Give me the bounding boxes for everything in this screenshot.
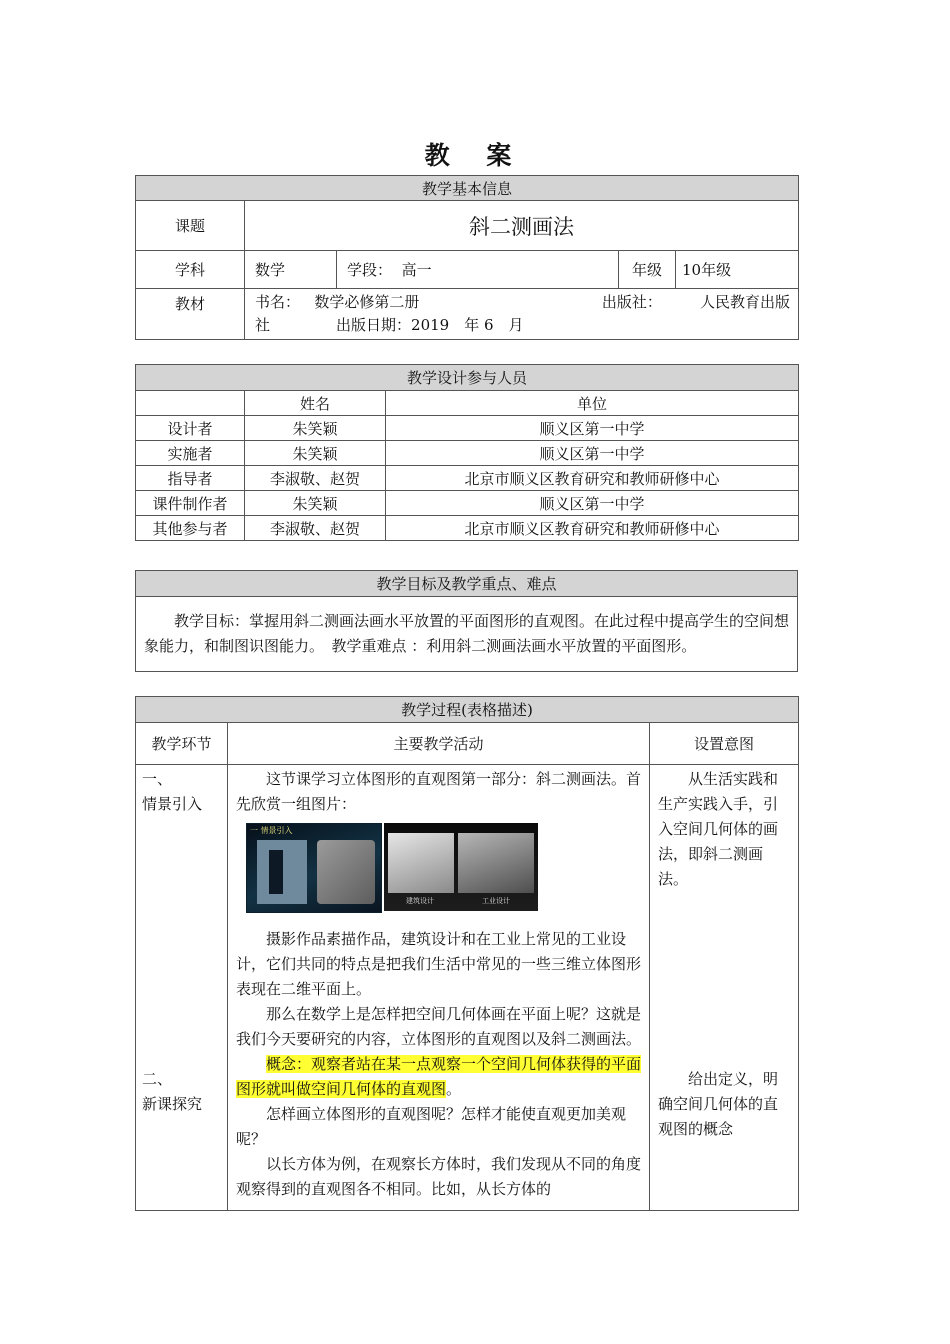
activity-p3: 那么在数学上是怎样把空间几何体画在平面上呢？这就是我们今天要研究的内容，立体图形的直观图以及斜二测画法。 <box>236 1005 642 1048</box>
activity-p2: 摄影作品素描作品，建筑设计和在工业上常见的工业设计，它们共同的特点是把我们生活中常见的一些三维立体图形表现在二维平面上。 <box>236 930 642 998</box>
sketch-photo <box>317 840 375 904</box>
textbook-line2 <box>255 314 790 337</box>
staff-unit: 顺义区第一中学 <box>386 416 799 441</box>
stage-label: 学段： <box>347 261 393 279</box>
document-title: 教 案 <box>424 141 526 170</box>
staff-unit: 北京市顺义区教育研究和教师研修中心 <box>386 466 799 491</box>
intent-2: 给出定义，明确空间几何体的直观图的概念 <box>658 1070 779 1138</box>
stage-cell <box>337 251 619 289</box>
intro-image-caption-2: 工业设计 <box>482 897 510 905</box>
staff-col-unit: 单位 <box>386 391 799 416</box>
staff-name: 朱笑颖 <box>245 416 386 441</box>
car-sketch <box>458 833 534 893</box>
staff-table <box>135 364 799 541</box>
intent-cell <box>650 765 799 1211</box>
intro-image <box>246 823 538 911</box>
textbook-line1 <box>255 291 790 314</box>
staff-role: 实施者 <box>136 441 245 466</box>
process-header: 教学过程(表格描述) <box>136 697 799 723</box>
goals-cell <box>136 597 798 672</box>
process-col-intent: 设置意图 <box>650 723 799 765</box>
process-table <box>135 696 799 1211</box>
table-row <box>136 416 799 441</box>
staff-name: 李淑敬、赵贺 <box>245 466 386 491</box>
activity-p1: 这节课学习立体图形的直观图第一部分：斜二测画法。首先欣赏一组图片： <box>236 770 642 813</box>
intro-image-caption-1: 建筑设计 <box>406 897 434 905</box>
goals-text: 教学目标：掌握用斜二测画法画水平放置的平面图形的直观图。在此过程中提高学生的空间想象能力，和制图识图能力。 教学重难点 ：利用斜二测画法画水平放置的平面图形。 <box>144 612 790 655</box>
staff-col-role <box>136 391 245 416</box>
concept-end: 。 <box>446 1080 462 1098</box>
basic-info-table <box>135 175 799 340</box>
staff-header: 教学设计参与人员 <box>136 365 799 391</box>
table-row <box>136 466 799 491</box>
textbook-info <box>245 289 799 340</box>
date-label: 出版日期： <box>336 316 412 334</box>
topic-value: 斜二测画法 <box>245 201 799 251</box>
intro-image-tag: 一 情景引入 <box>250 826 293 835</box>
publisher-value-cont: 社 <box>255 316 271 334</box>
building-photo <box>257 840 307 904</box>
grade-label: 年级 <box>619 251 676 289</box>
activity-cell <box>228 765 650 1211</box>
staff-role: 其他参与者 <box>136 516 245 541</box>
staff-unit: 顺义区第一中学 <box>386 491 799 516</box>
basic-info-header: 教学基本信息 <box>136 176 799 201</box>
staff-unit: 北京市顺义区教育研究和教师研修中心 <box>386 516 799 541</box>
goals-table <box>135 570 798 672</box>
staff-name: 李淑敬、赵贺 <box>245 516 386 541</box>
book-label: 书名： <box>255 293 301 311</box>
activity-p4 <box>236 1052 643 1102</box>
stage1-num: 一、 <box>142 770 173 788</box>
staff-col-name: 姓名 <box>245 391 386 416</box>
staff-role: 指导者 <box>136 466 245 491</box>
table-row <box>136 516 799 541</box>
intro-image-left <box>246 823 382 913</box>
subject-value: 数学 <box>245 251 337 289</box>
stage2-name: 新课探究 <box>142 1095 203 1113</box>
activity-p6: 以长方体为例，在观察长方体时，我们发现从不同的角度观察得到的直观图各不相同。比如，从长方体的 <box>236 1155 642 1198</box>
stage2-num: 二、 <box>142 1070 173 1088</box>
staff-role: 设计者 <box>136 416 245 441</box>
stage-cell <box>136 765 228 1211</box>
concept-definition: 概念：观察者站在某一点观察一个空间几何体获得的平面图形就叫做空间几何体的直观图 <box>236 1055 642 1098</box>
stage2 <box>142 1067 202 1117</box>
publisher-label: 出版社： <box>601 293 662 311</box>
table-row <box>136 491 799 516</box>
intro-image-right <box>384 823 538 911</box>
grade-value: 10年级 <box>676 251 799 289</box>
topic-label: 课题 <box>136 201 245 251</box>
intent-1: 从生活实践和生产实践入手，引入空间几何体的画法，即斜二测画法。 <box>658 770 779 888</box>
process-col-activity: 主要教学活动 <box>228 723 650 765</box>
stage-value: 高一 <box>401 261 432 279</box>
goals-header: 教学目标及教学重点、难点 <box>136 571 798 597</box>
process-col-stage: 教学环节 <box>136 723 228 765</box>
staff-name: 朱笑颖 <box>245 491 386 516</box>
staff-role: 课件制作者 <box>136 491 245 516</box>
architecture-sketch <box>388 833 454 893</box>
staff-unit: 顺义区第一中学 <box>386 441 799 466</box>
date-value: 2019 年 6 月 <box>411 316 524 334</box>
textbook-label: 教材 <box>136 289 245 340</box>
subject-label: 学科 <box>136 251 245 289</box>
table-row <box>136 441 799 466</box>
publisher-value: 人民教育出版 <box>700 293 791 311</box>
stage1 <box>142 767 221 817</box>
staff-name: 朱笑颖 <box>245 441 386 466</box>
stage1-name: 情景引入 <box>142 795 203 813</box>
book-value: 数学必修第二册 <box>314 293 420 311</box>
activity-p5: 怎样画立体图形的直观图呢？怎样才能使直观更加美观呢？ <box>236 1105 627 1148</box>
